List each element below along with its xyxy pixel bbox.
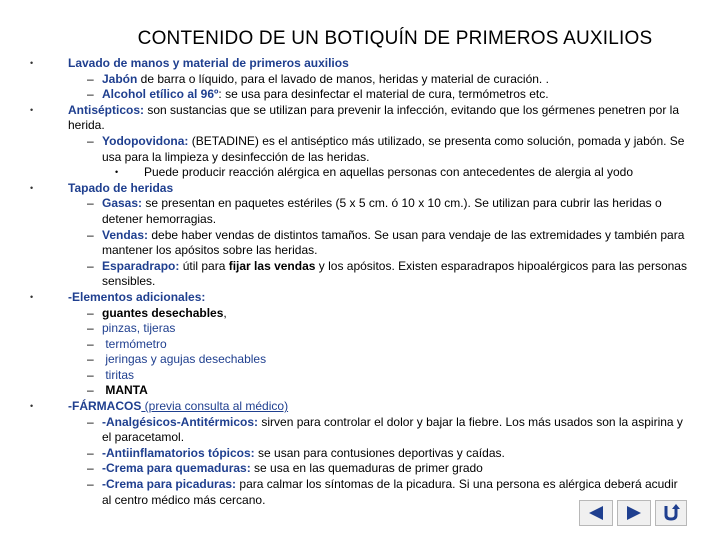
list-item: [30, 337, 690, 353]
item-text: debe haber vendas de distintos tamaños. Se usan para vendaje de las extremidades y también para mantener los apósitos sobre las heridas.: [102, 227, 685, 258]
item-text: útil para: [179, 258, 229, 273]
bullet: •: [30, 58, 34, 68]
bullet: •: [30, 182, 34, 193]
next-button[interactable]: [617, 500, 651, 526]
dash: –: [87, 477, 94, 492]
item-text: se presentan en paquetes estériles (5 x 5 cm. ó 10 x 10 cm.). Se utilizan para cubrir las heridas o detener hemorragias.: [102, 196, 662, 226]
item-text: sirven para controlar el dolor y bajar la fiebre. Los más usados son la aspirina y el paracetamol.: [102, 414, 683, 445]
dash: –: [87, 305, 94, 320]
dash: –: [87, 133, 94, 148]
dash: –: [87, 461, 94, 476]
list-item: [30, 461, 690, 477]
dash: –: [87, 71, 94, 86]
item-text: se usan para contusiones deportivas y caídas.: [254, 445, 505, 460]
item-text: : se usa para desinfectar el material de cura, termómetros etc.: [218, 87, 549, 102]
dash: –: [87, 445, 94, 460]
item-term: -Crema para quemaduras:: [102, 461, 251, 476]
dash: –: [87, 414, 94, 429]
item-text: (BETADINE) es el antiséptico más utilizado, se presenta como solución, pomada y jabón. Se usa para la limpieza y desinfección de las heridas.: [102, 133, 685, 164]
item-term: Alcohol etílico al 96º: [102, 87, 219, 102]
section-additional: [30, 290, 690, 306]
list-item: [30, 72, 690, 88]
dash: –: [87, 87, 94, 102]
item-text: termómetro: [102, 336, 167, 351]
item-text: para calmar los síntomas de la picadura. Si una persona es alérgica deberá acudir al centro médico más cercano.: [102, 477, 678, 507]
item-text: se usa en las quemaduras de primer grado: [250, 461, 483, 476]
bullet: •: [30, 401, 34, 412]
item-term: Esparadrapo:: [102, 258, 180, 273]
list-item: [30, 134, 690, 165]
list-item: [30, 87, 690, 103]
list-item: [30, 368, 690, 384]
list-item: [30, 259, 690, 290]
sub-item-text: Puede producir reacción alérgica en aquellas personas con antecedentes de alergia al yodo: [144, 165, 633, 180]
dash: –: [87, 367, 94, 382]
dash: –: [87, 336, 94, 351]
item-text: y los apósitos. Existen esparadrapos hipoalérgicos para las personas sensibles.: [102, 258, 687, 289]
dash: –: [87, 258, 94, 273]
section-wound-covering: [30, 181, 690, 197]
dash: –: [87, 321, 94, 336]
section-medications: [30, 399, 690, 415]
bullet: •: [30, 291, 34, 302]
list-item: [30, 383, 690, 399]
item-term: Vendas:: [102, 227, 149, 242]
item-punct: ,: [223, 305, 227, 320]
item-term: Yodopovidona:: [102, 133, 189, 148]
bullet: •: [115, 167, 119, 178]
item-text: de barra o líquido, para el lavado de manos, heridas y material de curación. .: [137, 71, 549, 86]
section-heading: Tapado de heridas: [68, 180, 174, 195]
section-note: (previa consulta al médico): [141, 399, 289, 414]
section-antiseptics: [30, 103, 690, 134]
return-arrow-icon: [661, 504, 681, 522]
list-item: [30, 228, 690, 259]
section-heading: -Elementos adicionales:: [68, 289, 206, 304]
item-text: MANTA: [102, 383, 148, 398]
section-heading: -FÁRMACOS: [68, 399, 142, 414]
sub-item: [30, 165, 690, 181]
bullet: •: [30, 104, 34, 115]
section-text: son sustancias que se utilizan para prevenir la infección, evitando que los gérmenes penetren por la herida.: [68, 102, 680, 133]
item-text: pinzas, tijeras: [102, 321, 176, 336]
list-item: [30, 446, 690, 462]
list-item: [30, 321, 690, 337]
item-text: jeringas y agujas desechables: [102, 352, 267, 367]
list-item: [30, 196, 690, 227]
item-term: -Antiinflamatorios tópicos:: [102, 445, 255, 460]
dash: –: [87, 196, 94, 211]
dash: –: [87, 383, 94, 398]
list-item: [30, 306, 690, 322]
return-button[interactable]: [655, 500, 687, 526]
item-term: -Crema para picaduras:: [102, 477, 237, 492]
item-emphasis: fijar las vendas: [228, 258, 316, 273]
dash: –: [87, 227, 94, 242]
section-heading: Lavado de manos y material de primeros auxilios: [68, 56, 349, 70]
list-item: [30, 352, 690, 368]
section-washing: [30, 56, 690, 72]
triangle-left-icon: [587, 505, 605, 521]
item-text: tiritas: [102, 367, 135, 382]
item-term: -Analgésicos-Antitérmicos:: [102, 414, 259, 429]
section-heading: Antisépticos:: [68, 102, 145, 117]
item-text: guantes desechables: [102, 305, 224, 320]
list-item: [30, 415, 690, 446]
dash: –: [87, 352, 94, 367]
item-term: Gasas:: [102, 196, 143, 211]
prev-button[interactable]: [579, 500, 613, 526]
item-term: Jabón: [102, 71, 138, 86]
content-list: [30, 56, 690, 508]
triangle-right-icon: [625, 505, 643, 521]
page-title: CONTENIDO DE UN BOTIQUÍN DE PRIMEROS AUXILIOS: [137, 28, 653, 49]
